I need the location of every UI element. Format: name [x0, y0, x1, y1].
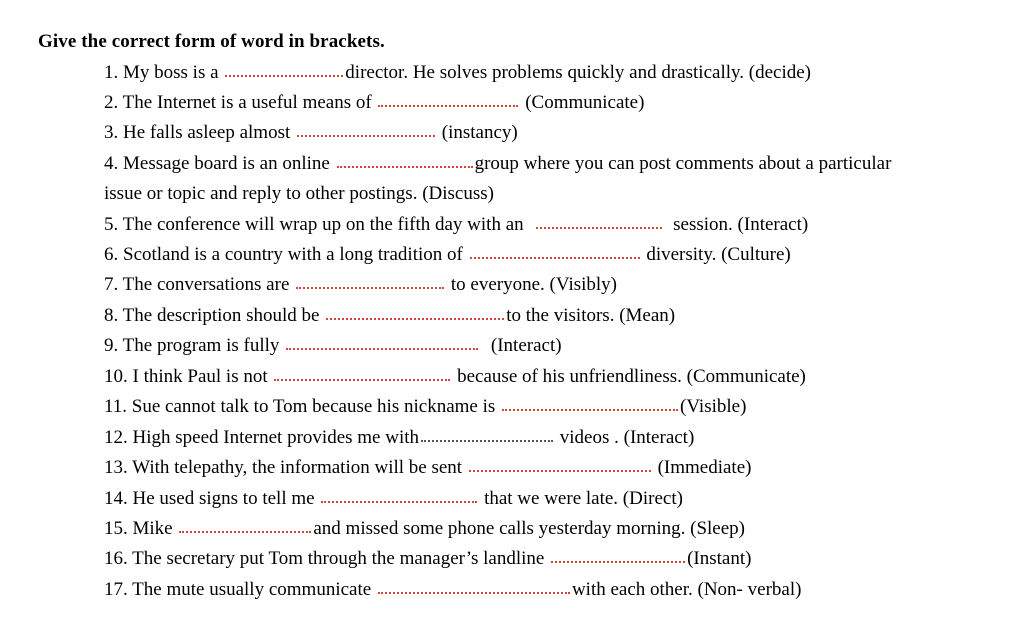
exercise-item-11: [104, 394, 746, 420]
exercise-item-6: [104, 242, 791, 268]
item-text-after: director. He solves problems quickly and drastically. (decide): [345, 62, 812, 83]
answer-blank[interactable]: [378, 101, 518, 107]
answer-blank[interactable]: [551, 557, 685, 563]
exercise-item-2: [104, 90, 644, 116]
item-text-after: group where you can post comments about a particular: [474, 153, 892, 174]
item-number: 7.: [104, 274, 119, 295]
item-text-before: The conversations are: [122, 274, 290, 295]
exercise-item-5: [104, 212, 808, 238]
item-text-before: My boss is a: [123, 62, 219, 83]
exercise-item-15: [104, 516, 745, 542]
answer-blank[interactable]: [296, 283, 444, 289]
answer-blank[interactable]: [337, 162, 473, 168]
answer-blank[interactable]: [179, 527, 311, 533]
exercise-item-8: [104, 303, 675, 329]
item-text-after: because of his unfriendliness. (Communicate): [457, 366, 806, 387]
item-text-after: and missed some phone calls yesterday morning. (Sleep): [313, 518, 745, 539]
item-text-before: The conference will wrap up on the fifth day with an: [122, 214, 524, 235]
exercise-item-14: [104, 486, 683, 512]
item-text-before: He used signs to tell me: [132, 488, 315, 509]
item-text-after: that we were late. (Direct): [484, 488, 683, 509]
item-text-after: to the visitors. (Mean): [506, 305, 676, 326]
answer-blank[interactable]: [536, 223, 662, 229]
answer-blank[interactable]: [470, 253, 640, 259]
answer-blank[interactable]: [326, 314, 504, 320]
item-number: 13.: [104, 457, 128, 478]
item-text-continuation: issue or topic and reply to other postings. (Discuss): [104, 183, 494, 204]
item-number: 17.: [104, 579, 128, 600]
item-number: 14.: [104, 488, 128, 509]
answer-blank[interactable]: [321, 497, 477, 503]
answer-blank[interactable]: [378, 588, 570, 594]
item-number: 11.: [104, 396, 128, 417]
item-number: 10.: [104, 366, 128, 387]
item-text-after: diversity. (Culture): [646, 244, 791, 265]
answer-blank[interactable]: [274, 375, 450, 381]
answer-blank[interactable]: [225, 71, 343, 77]
item-text-before: I think Paul is not: [132, 366, 268, 387]
item-text-before: With telepathy, the information will be sent: [132, 457, 463, 478]
item-text-before: The mute usually communicate: [132, 579, 372, 600]
item-number: 8.: [104, 305, 119, 326]
item-text-after: (Instant): [687, 548, 752, 569]
item-number: 3.: [104, 122, 119, 143]
answer-blank[interactable]: [286, 344, 478, 350]
exercise-item-16: [104, 546, 751, 572]
item-number: 2.: [104, 92, 119, 113]
exercise-item-10: [104, 364, 806, 390]
page-title: Give the correct form of word in brackets.: [38, 31, 385, 52]
exercise-item-13: [104, 455, 751, 481]
item-text-before: The Internet is a useful means of: [122, 92, 372, 113]
item-number: 12.: [104, 427, 128, 448]
exercise-item-7: [104, 272, 617, 298]
item-text-before: The secretary put Tom through the manager’s landline: [132, 548, 545, 569]
item-text-before: The program is fully: [122, 335, 280, 356]
item-text-before: The description should be: [122, 305, 320, 326]
exercise-item-12: [104, 425, 694, 451]
item-number: 6.: [104, 244, 119, 265]
answer-blank[interactable]: [297, 131, 435, 137]
item-number: 15.: [104, 518, 128, 539]
item-text-after: session. (Interact): [673, 214, 809, 235]
item-text-before: Mike: [132, 518, 173, 539]
item-text-before: Scotland is a country with a long tradition of: [123, 244, 463, 265]
exercise-item-1: [104, 60, 811, 86]
exercise-item-4-continuation: [104, 181, 494, 207]
exercise-item-17: [104, 577, 801, 603]
item-text-before: Message board is an online: [123, 153, 330, 174]
item-number: 9.: [104, 335, 119, 356]
item-text-after: to everyone. (Visibly): [450, 274, 618, 295]
exercise-item-4: [104, 151, 891, 177]
answer-blank[interactable]: [469, 466, 651, 472]
answer-blank[interactable]: [502, 405, 678, 411]
item-number: 4.: [104, 153, 119, 174]
answer-blank[interactable]: [421, 436, 553, 442]
item-text-after: (Immediate): [657, 457, 752, 478]
item-text-before: He falls asleep almost: [123, 122, 291, 143]
item-text-after: (Communicate): [525, 92, 645, 113]
item-text-after: (Interact): [490, 335, 562, 356]
exercise-item-3: [104, 120, 518, 146]
exercise-item-9: [104, 333, 562, 359]
item-number: 1.: [104, 62, 119, 83]
item-number: 5.: [104, 214, 119, 235]
item-text-before: Sue cannot talk to Tom because his nickname is: [131, 396, 496, 417]
item-number: 16.: [104, 548, 128, 569]
item-text-after: (Visible): [680, 396, 747, 417]
item-text-after: with each other. (Non- verbal): [571, 579, 802, 600]
item-text-after: videos . (Interact): [559, 427, 695, 448]
item-text-after: (instancy): [441, 122, 518, 143]
item-text-before: High speed Internet provides me with: [132, 427, 420, 448]
